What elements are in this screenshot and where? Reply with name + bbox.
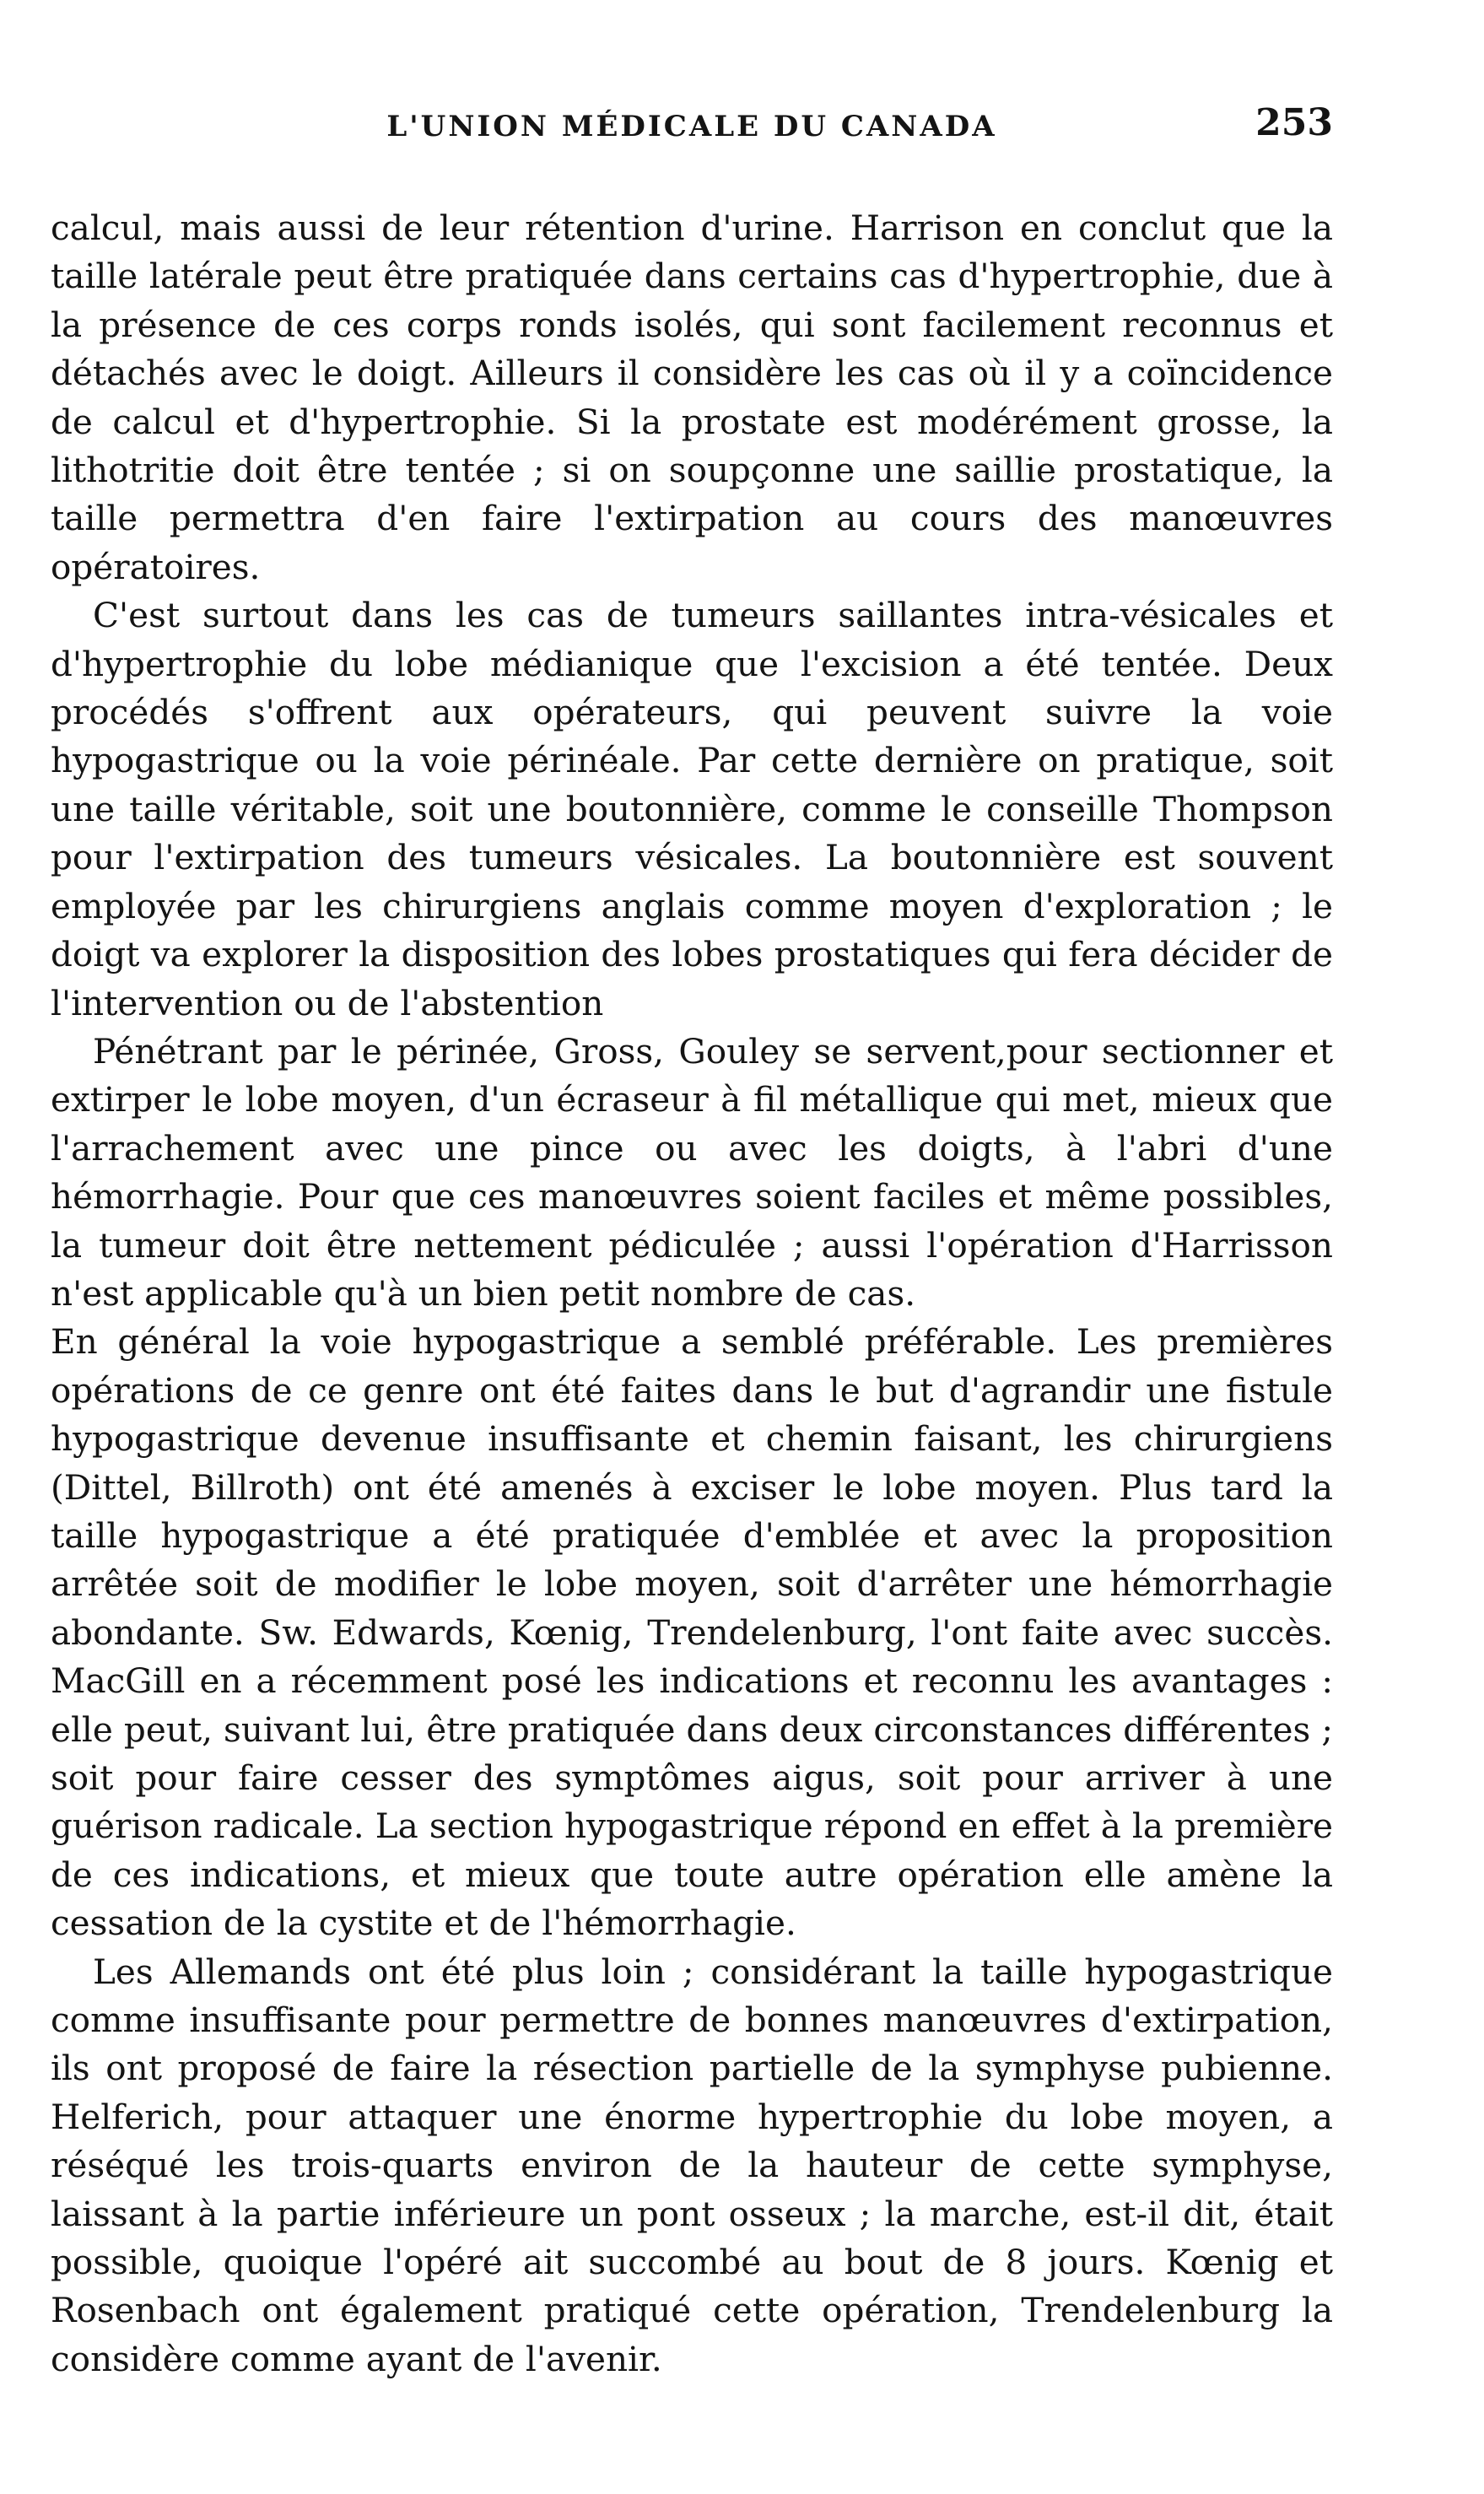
paragraph-4: En général la voie hypogastrique a semblé préférable. Les premières opérations de ce genre ont été faites dans le but d'agrandir une fistule hypogastrique devenue insuffisante et chemin faisant, les chirurgiens (Dittel, Billroth) ont été amenés à exciser le lobe moyen. Plus tard la taille hypogastrique a été pratiquée d'emblée et avec la proposition arrêtée soit de modifier le lobe moyen, soit d'arrêter une hémorrhagie abondante. Sw. Edwards, Kœnig, Trendelenburg, l'ont faite avec succès. MacGill en a récemment posé les indications et reconnu les avantages : elle peut, suivant lui, être pratiquée dans deux circonstances différentes ; soit pour faire cesser des symptômes aigus, soit pour arriver à une guérison radicale. La section hypogastrique répond en effet à la première de ces indications, et mieux que toute autre opération elle amène la cessation de la cystite et de l'hémorrhagie. [51, 1321, 1333, 1944]
page-header [51, 101, 1333, 169]
paragraph-2: C'est surtout dans les cas de tumeurs saillantes intra-vésicales et d'hypertrophie du lobe médianique que l'excision a été tentée. Deux procédés s'offrent aux opérateurs, qui peuvent suivre la voie hypogastrique ou la voie périnéale. Par cette dernière on pratique, soit une taille véritable, soit une boutonnière, comme le conseille Thompson pour l'extirpation des tumeurs vésicales. La boutonnière est souvent employée par les chirurgiens anglais comme moyen d'exploration ; le doigt va explorer la disposition des lobes prostatiques qui fera décider de l'intervention ou de l'abstention [51, 595, 1333, 1023]
body-text [51, 204, 1333, 2383]
paragraph-3: Pénétrant par le périnée, Gross, Gouley se servent,pour sectionner et extirper le lobe moyen, d'un écraseur à fil métallique qui met, mieux que l'arrachement avec une pince ou avec les doigts, à l'abri d'une hémorrhagie. Pour que ces manœuvres soient faciles et même possibles, la tumeur doit être nettement pédiculée ; aussi l'opération d'Harrisson n'est applicable qu'à un bien petit nombre de cas. [51, 1030, 1333, 1314]
paragraph-1: calcul, mais aussi de leur rétention d'urine. Harrison en conclut que la taille latérale peut être pratiquée dans certains cas d'hypertrophie, due à la présence de ces corps ronds isolés, qui sont facilement reconnus et détachés avec le doigt. Ailleurs il considère les cas où il y a coïncidence de calcul et d'hypertrophie. Si la prostate est modérément grosse, la lithotritie doit être tentée ; si on soupçonne une saillie prostatique, la taille permettra d'en faire l'extirpation au cours des manœuvres opératoires. [51, 208, 1333, 587]
document-page [51, 101, 1333, 2383]
page-number: 253 [1255, 101, 1333, 144]
running-title: L'UNION MÉDICALE DU CANADA [386, 110, 997, 143]
paragraph-5: Les Allemands ont été plus loin ; considérant la taille hypogastrique comme insuffisante pour permettre de bonnes manœuvres d'extirpation, ils ont proposé de faire la résection partielle de la symphyse pubienne. Helferich, pour attaquer une énorme hypertrophie du lobe moyen, a réséqué les trois-quarts environ de la hauteur de cette symphyse, laissant à la partie inférieure un pont osseux ; la marche, est-il dit, était possible, quoique l'opéré ait succombé au bout de 8 jours. Kœnig et Rosenbach ont également pratiqué cette opération, Trendelenburg la considère comme ayant de l'avenir. [51, 1951, 1333, 2379]
